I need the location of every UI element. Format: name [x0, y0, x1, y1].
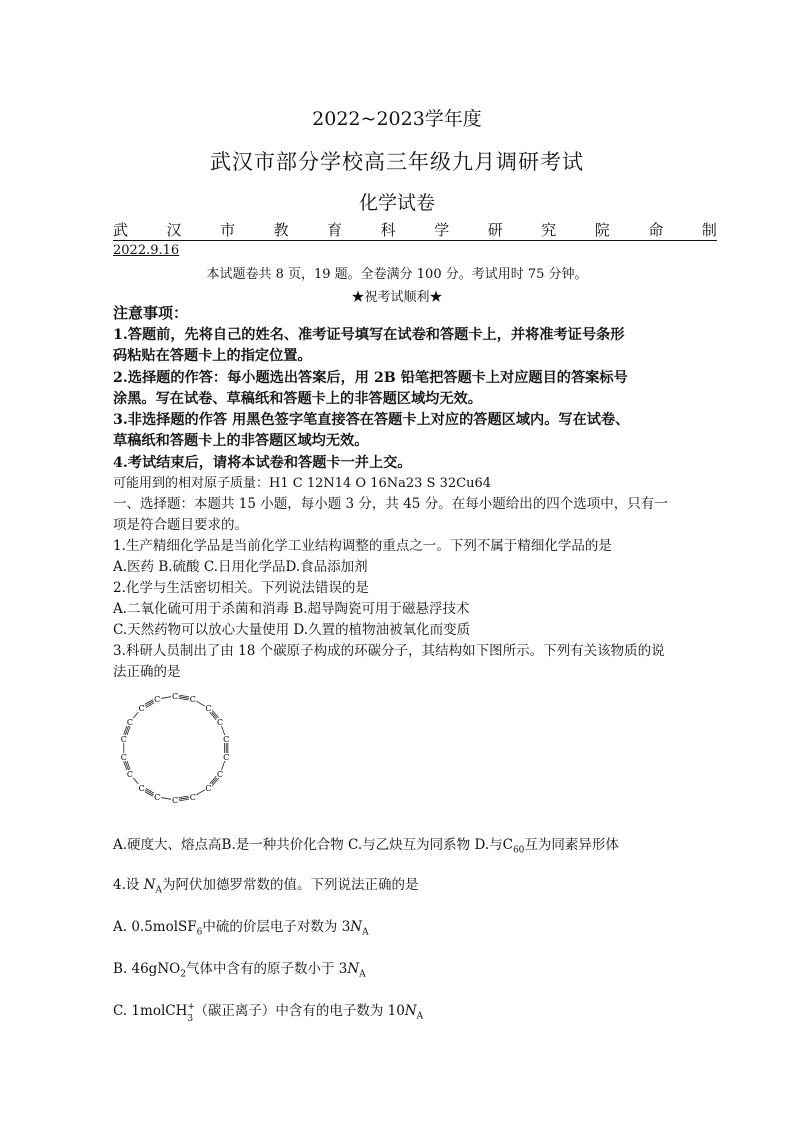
q4-b-text: 气体中含有的原子数小于 3	[185, 961, 348, 977]
q3-stem-2: 法正确的是	[113, 664, 181, 680]
exam-title: 武汉市部分学校高三年级九月调研考试	[210, 150, 584, 174]
q4-a-formula: A. 0.5molSF	[113, 919, 197, 935]
note-2b: 涂黑。写在试卷、草稿纸和答题卡上的非答题区域均无效。	[113, 391, 482, 407]
q4-na-subscript: A	[155, 885, 162, 896]
q4-a-text: 中硫的价层电子对数为 3	[202, 919, 351, 935]
single-bond	[221, 761, 224, 770]
q4-c-na-sub: A	[416, 1011, 424, 1022]
q3-stem-1: 3.科研人员制出了由 18 个碳原子构成的环碳分子，其结构如下图所示。下列有关该物质的说	[113, 643, 665, 659]
carbon-atom: C	[120, 734, 127, 744]
carbon-atom: C	[126, 718, 134, 727]
q3-options	[113, 836, 713, 861]
carbon-atom: C	[189, 695, 196, 705]
carbon-atom: C	[216, 770, 224, 779]
q4-option-a	[113, 918, 713, 943]
q4-option-b	[113, 960, 713, 985]
org-char: 院	[594, 221, 610, 239]
single-bond	[196, 790, 205, 795]
q4-b-na-sub: A	[359, 969, 366, 980]
q3-c60-subscript: 60	[512, 845, 525, 856]
q4-c-script	[187, 1002, 195, 1024]
academic-year: 2022~2023学年度	[312, 108, 482, 130]
q2-options-cd: C.天然药物可以放心大量使用 D.久置的植物油被氧化而变质	[113, 622, 471, 638]
q2-stem: 2.化学与生活密切相关。下列说法错误的是	[113, 580, 369, 596]
carbon-atom: C	[138, 704, 145, 714]
carbon-atom: C	[126, 770, 134, 779]
q4-b-formula: B. 46gNO	[113, 961, 181, 977]
note-1a: 1.答题前，先将自己的姓名、准考证号填写在试卷和答题卡上，并将准考证号条形	[113, 327, 625, 343]
org-char: 科	[380, 221, 396, 239]
q4-c-formula: C. 1molCH	[113, 1003, 188, 1019]
q4-b-na: N	[347, 961, 360, 977]
q4-a-na-sub: A	[362, 927, 369, 938]
q4-a-na: N	[350, 919, 363, 935]
note-2a: 2.选择题的作答：每小题选出答案后，用 2B 铅笔把答题卡上对应题目的答案标号	[113, 370, 628, 386]
exam-date: 2022.9.16	[113, 243, 180, 258]
atomic-masses: 可能用到的相对原子质量：H1 C 12N14 O 16Na23 S 32Cu64	[113, 476, 491, 491]
carbon-atom: C	[138, 783, 145, 793]
single-bond	[221, 726, 224, 735]
note-3a: 3.非选择题的作答 用黑色签字笔直接答在答题卡上对应的答题区域内。写在试卷、	[113, 412, 630, 428]
notes-heading: 注意事项：	[113, 304, 189, 322]
carbon-atom: C	[171, 692, 179, 701]
q4-na-symbol: N	[143, 877, 156, 893]
exam-info: 本试题卷共 8 页，19 题。全卷满分 100 分。考试用时 75 分钟。	[206, 267, 588, 282]
triple-bond	[127, 760, 130, 769]
q4-stem-prefix: 4.设	[113, 877, 144, 893]
single-bond	[161, 798, 171, 800]
note-3b: 草稿纸和答题卡上的非答题区域均无效。	[113, 433, 369, 449]
q4-c-na: N	[404, 1003, 417, 1019]
org-char: 育	[327, 221, 343, 239]
org-char: 制	[701, 221, 717, 239]
q3-options-tail: 互为同素异形体	[524, 837, 619, 853]
carbon-atom: C	[154, 695, 161, 705]
carbon-atom: C	[205, 783, 212, 793]
org-char: 学	[434, 221, 450, 239]
org-char: 命	[648, 221, 664, 239]
q4-b-subscript: 2	[180, 969, 186, 980]
carbon-atom: C	[120, 753, 127, 763]
q4-option-c	[113, 1002, 713, 1027]
carbon-atom: C	[205, 704, 212, 714]
q1-stem: 1.生产精细化学品是当前化学工业结构调整的重点之一。下列不属于精细化学品的是	[113, 538, 612, 554]
org-char: 汉	[166, 221, 182, 239]
org-char: 市	[220, 221, 236, 239]
q4-a-subscript: 6	[196, 927, 203, 938]
carbon-atom: C	[223, 753, 230, 763]
triple-bond	[127, 726, 130, 735]
note-4: 4.考试结束后，请将本试卷和答题卡一并上交。	[113, 455, 412, 471]
section1-line1: 一、选择题：本题共 15 小题，每小题 3 分，共 45 分。在每小题给出的四个选项中，只有一	[113, 496, 668, 512]
carbon-atom: C	[216, 718, 224, 727]
org-char: 研	[487, 221, 503, 239]
q2-options-ab: A.二氧化硫可用于杀菌和消毒 B.超导陶瓷可用于磁悬浮技术	[113, 601, 470, 617]
single-bond	[196, 701, 205, 706]
single-bond	[161, 697, 171, 699]
cyclocarbon-structure	[110, 688, 240, 808]
q4-c-subscript: 3	[187, 1014, 194, 1024]
carbon-atom: C	[189, 792, 196, 802]
org-char: 究	[541, 221, 557, 239]
q4-stem-text: 为阿伏加德罗常数的值。下列说法正确的是	[161, 877, 419, 893]
org-char: 教	[273, 221, 289, 239]
triple-bond	[125, 761, 128, 770]
carbon-atom: C	[223, 734, 230, 744]
subject-title: 化学试卷	[358, 192, 435, 214]
good-luck: ★祝考试顺利★	[351, 290, 443, 305]
note-1b: 码粘贴在答题卡上的指定位置。	[113, 348, 312, 364]
q4-stem	[113, 876, 713, 901]
q1-options: A.医药 B.硫酸 C.日用化学品D.食品添加剂	[113, 559, 368, 575]
q4-c-text: （碳正离子）中含有的电子数为 10	[194, 1003, 405, 1019]
carbon-atom: C	[171, 796, 179, 805]
triple-bond	[125, 726, 128, 735]
section1-line2: 项是符合题目要求的。	[113, 517, 248, 533]
org-line	[113, 221, 717, 241]
q4-c-superscript: +	[187, 1002, 195, 1012]
org-char: 武	[113, 221, 129, 239]
q3-options-text: A.硬度大、熔点高B.是一种共价化合物 C.与乙炔互为同系物 D.与C	[113, 837, 513, 853]
carbon-atom: C	[154, 792, 161, 802]
